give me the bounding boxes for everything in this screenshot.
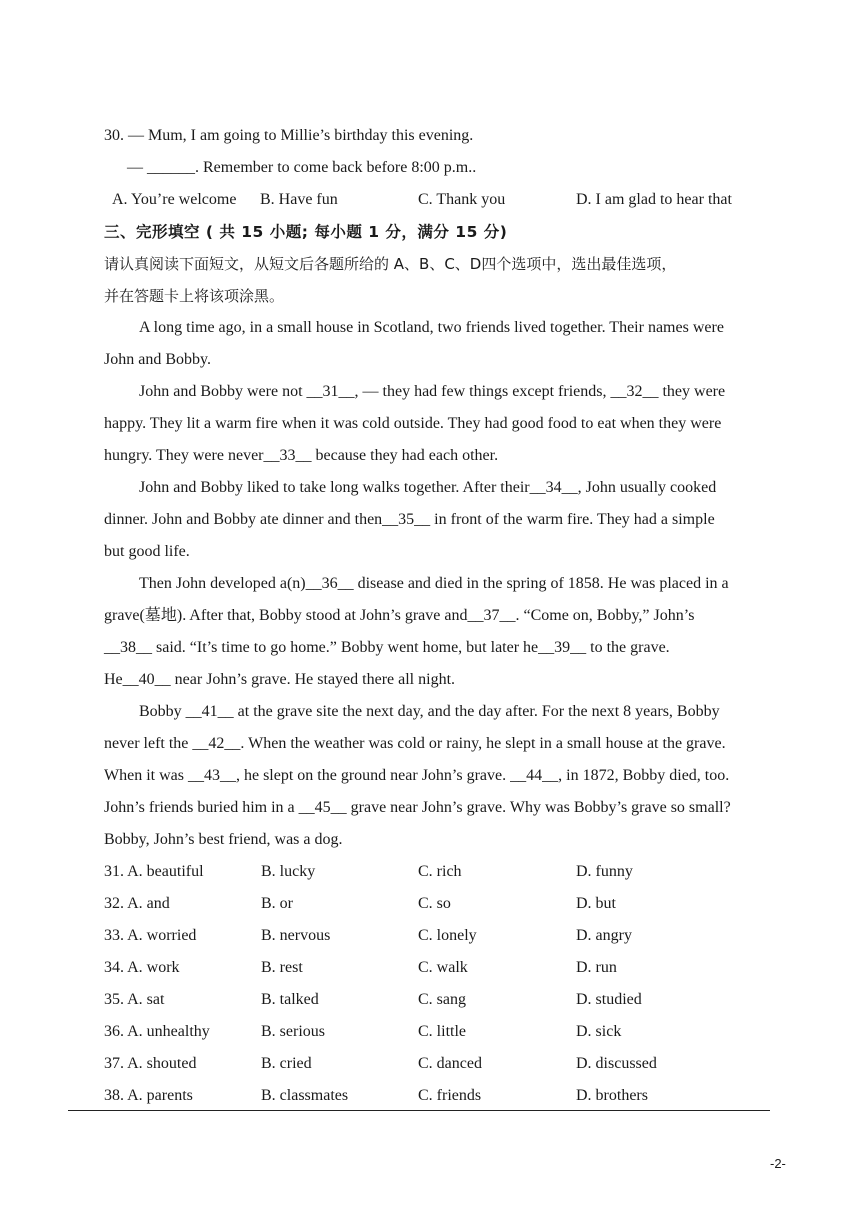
choice-34-b: B. rest (261, 959, 303, 976)
choice-34-d: D. run (576, 959, 617, 976)
choice-35-d: D. studied (576, 991, 642, 1008)
section-instruction-1: 请认真阅读下面短文，从短文后各题所给的 A、B、C、D四个选项中，选出最佳选项， (104, 255, 677, 273)
choice-row-32 (104, 894, 764, 914)
choice-33-d: D. angry (576, 927, 632, 944)
q30-option-b: B. Have fun (260, 191, 338, 208)
choice-35-b: B. talked (261, 991, 319, 1008)
q30-options (112, 190, 772, 210)
choice-34-c: C. walk (418, 959, 468, 976)
choice-31-d: D. funny (576, 863, 633, 880)
passage-line: John’s friends buried him in a __45__ grave near John’s grave. Why was Bobby’s grave so small? (104, 799, 731, 816)
choice-35-c: C. sang (418, 991, 466, 1008)
choice-36-d: D. sick (576, 1023, 622, 1040)
section-instruction-2: 并在答题卡上将该项涂黑。 (104, 287, 285, 305)
choice-32-c: C. so (418, 895, 451, 912)
choice-row-38 (104, 1086, 764, 1106)
passage-line: John and Bobby liked to take long walks together. After their__34__, John usually cooked (139, 479, 717, 496)
passage-line: When it was __43__, he slept on the ground near John’s grave. __44__, in 1872, Bobby died, too. (104, 767, 730, 784)
choice-37-b: B. cried (261, 1055, 312, 1072)
choice-38-b: B. classmates (261, 1087, 349, 1104)
choice-row-31 (104, 862, 764, 882)
choice-33-c: C. lonely (418, 927, 477, 944)
choice-31-b: B. lucky (261, 863, 316, 880)
passage-line: John and Bobby were not __31__, — they had few things except friends, __32__ they were (139, 383, 726, 400)
passage-line: hungry. They were never__33__ because they had each other. (104, 447, 499, 464)
passage-line: He__40__ near John’s grave. He stayed there all night. (104, 671, 456, 688)
section-title: 三、完形填空 ( 共 15 小题; 每小题 1 分，满分 15 分) (104, 223, 508, 241)
choice-36-b: B. serious (261, 1023, 325, 1040)
q30-question: 30. — Mum, I am going to Millie’s birthday this evening. (104, 127, 474, 144)
choice-row-36 (104, 1022, 764, 1042)
passage-line: __38__ said. “It’s time to go home.” Bobby went home, but later he__39__ to the grave. (104, 639, 670, 656)
choice-31-a: 31. A. beautiful (104, 863, 204, 880)
page-number: -2- (770, 1156, 786, 1171)
choice-row-37 (104, 1054, 764, 1074)
q30-option-d: D. I am glad to hear that (576, 191, 732, 208)
choice-row-33 (104, 926, 764, 946)
footer-divider (68, 1110, 770, 1111)
passage-line: John and Bobby. (104, 351, 211, 368)
choice-32-d: D. but (576, 895, 616, 912)
q30-option-a: A. You’re welcome (112, 191, 237, 208)
choice-32-b: B. or (261, 895, 293, 912)
choice-34-a: 34. A. work (104, 959, 180, 976)
q30-option-c: C. Thank you (418, 191, 506, 208)
choice-36-c: C. little (418, 1023, 466, 1040)
choice-38-a: 38. A. parents (104, 1087, 193, 1104)
passage-line: Bobby __41__ at the grave site the next day, and the day after. For the next 8 years, Bobby (139, 703, 720, 720)
choice-row-34 (104, 958, 764, 978)
q30-reply: — ______. Remember to come back before 8:00 p.m.. (127, 159, 477, 176)
choice-37-a: 37. A. shouted (104, 1055, 197, 1072)
choice-row-35 (104, 990, 764, 1010)
passage-line: Then John developed a(n)__36__ disease and died in the spring of 1858. He was placed in a (139, 575, 729, 592)
choice-38-d: D. brothers (576, 1087, 648, 1104)
choice-36-a: 36. A. unhealthy (104, 1023, 210, 1040)
choice-33-b: B. nervous (261, 927, 331, 944)
passage-line: happy. They lit a warm fire when it was cold outside. They had good food to eat when they were (104, 415, 722, 432)
choice-31-c: C. rich (418, 863, 462, 880)
choice-35-a: 35. A. sat (104, 991, 165, 1008)
passage-line: Bobby, John’s best friend, was a dog. (104, 831, 343, 848)
choice-37-c: C. danced (418, 1055, 482, 1072)
passage-line: but good life. (104, 543, 190, 560)
passage-line: never left the __42__. When the weather was cold or rainy, he slept in a small house at the grave. (104, 735, 726, 752)
choice-33-a: 33. A. worried (104, 927, 197, 944)
choice-38-c: C. friends (418, 1087, 482, 1104)
choice-32-a: 32. A. and (104, 895, 170, 912)
choice-37-d: D. discussed (576, 1055, 657, 1072)
passage-line: dinner. John and Bobby ate dinner and then__35__ in front of the warm fire. They had a simple (104, 511, 715, 528)
passage-line: grave(墓地). After that, Bobby stood at John’s grave and__37__. “Come on, Bobby,” John’s (104, 607, 695, 624)
passage-line: A long time ago, in a small house in Scotland, two friends lived together. Their names were (139, 319, 724, 336)
